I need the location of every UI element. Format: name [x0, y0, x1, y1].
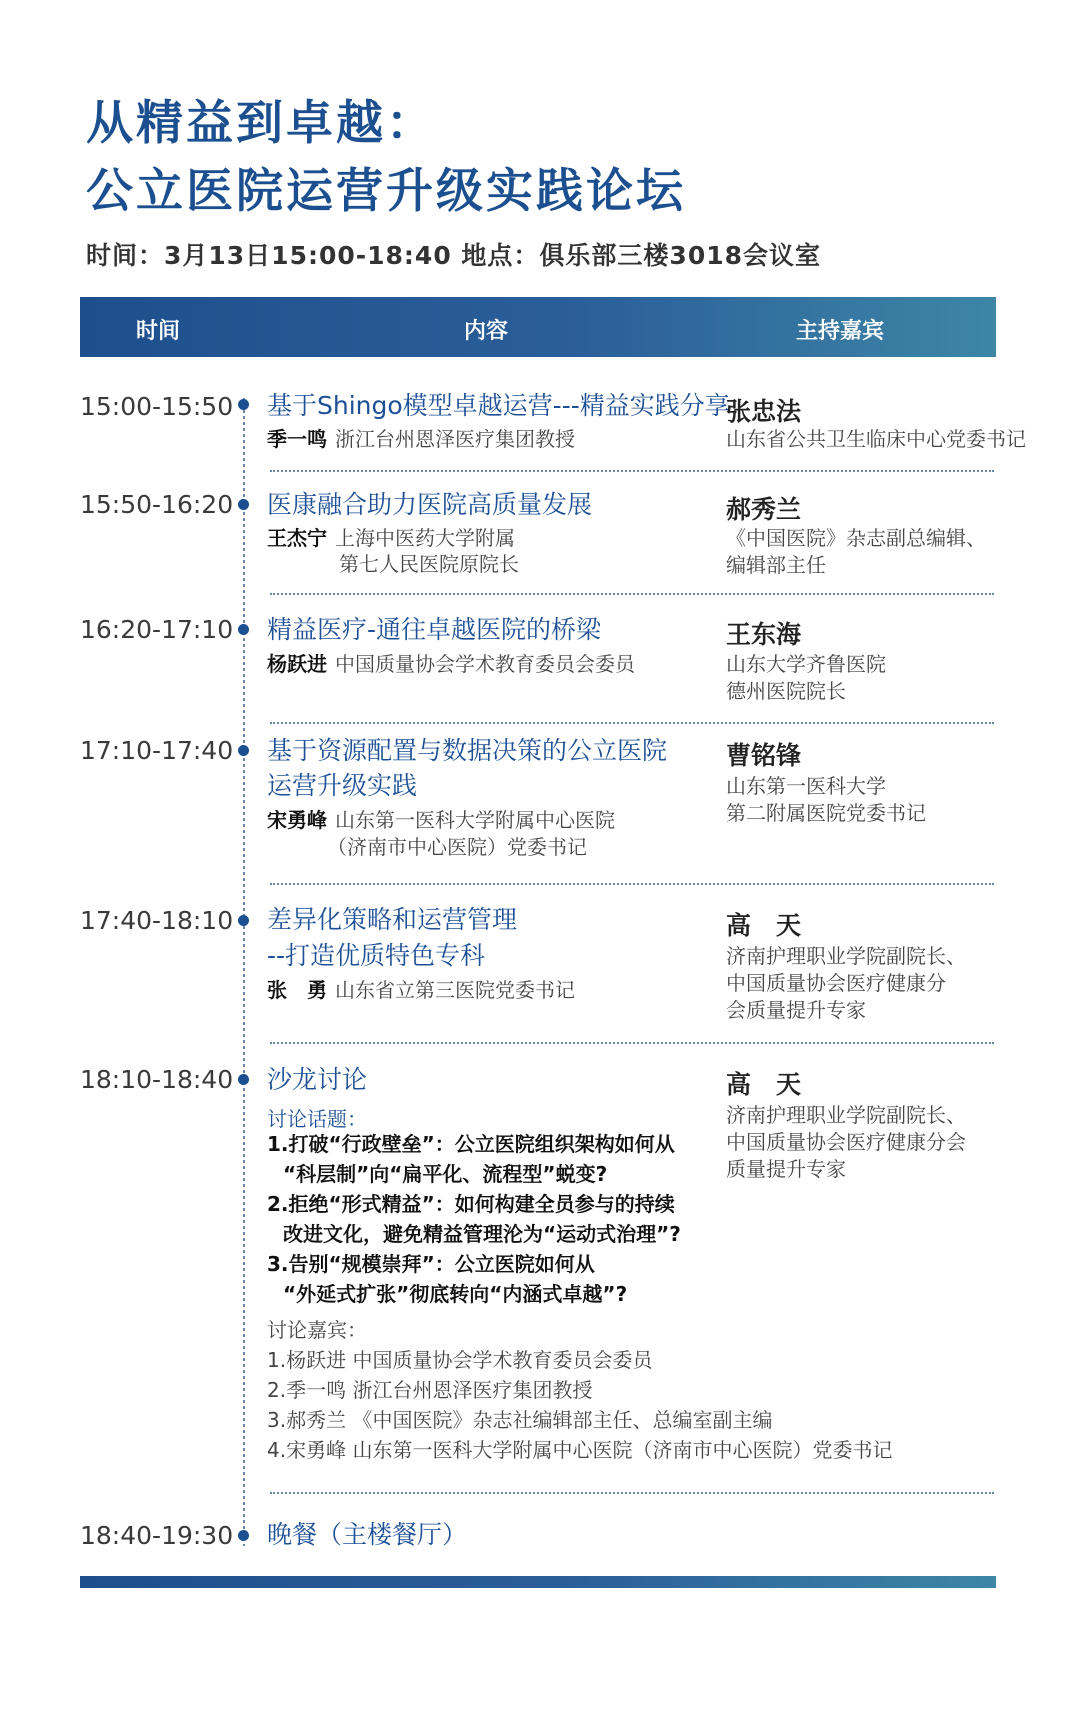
host-description: 质量提升专家	[726, 1157, 846, 1181]
discussion-question-cont: 改进文化，避免精益管理沦为“运动式治理”?	[283, 1222, 681, 1246]
host-description: 德州医院院长	[726, 679, 846, 703]
timeline-dot	[238, 915, 249, 926]
speaker-affiliation: 浙江台州恩泽医疗集团教授	[335, 427, 575, 451]
session-time: 18:10-18:40	[80, 1065, 234, 1094]
discussion-guest: 1.杨跃进 中国质量协会学术教育委员会委员	[267, 1348, 653, 1372]
timeline-dot	[238, 499, 249, 510]
timeline-dot	[238, 1530, 249, 1541]
timeline-dot	[238, 745, 249, 756]
host-name: 郝秀兰	[726, 495, 802, 524]
discussion-guest: 4.宋勇峰 山东第一医科大学附属中心医院（济南市中心医院）党委书记	[267, 1438, 893, 1462]
host-description: 会质量提升专家	[726, 998, 866, 1022]
timeline-dot	[238, 624, 249, 635]
timeline-dot	[238, 1074, 249, 1085]
host-name: 高 天	[726, 911, 802, 940]
session-speaker	[267, 977, 575, 1004]
session-time: 17:10-17:40	[80, 736, 234, 765]
discussion-guest: 2.季一鸣 浙江台州恩泽医疗集团教授	[267, 1378, 593, 1402]
session-speaker	[267, 426, 575, 453]
page-title-line2: 公立医院运营升级实践论坛	[86, 164, 686, 219]
session-topic-line2: 运营升级实践	[267, 771, 418, 800]
host-description: 山东第一医科大学	[726, 774, 886, 798]
discussion-topics-label: 讨论话题：	[267, 1107, 367, 1131]
page-title-line1: 从精益到卓越：	[86, 96, 436, 151]
header-content: 内容	[464, 319, 509, 344]
session-speaker	[267, 651, 635, 678]
speaker-affiliation: 中国质量协会学术教育委员会委员	[335, 652, 635, 676]
discussion-question: 2.拒绝“形式精益”：如何构建全员参与的持续	[267, 1192, 675, 1216]
discussion-question: 3.告别“规模崇拜”：公立医院如何从	[267, 1252, 595, 1276]
host-description: 第二附属医院党委书记	[726, 801, 926, 825]
session-time: 18:40-19:30	[80, 1521, 234, 1550]
host-name: 高 天	[726, 1070, 802, 1099]
host-description: 中国质量协会医疗健康分	[726, 971, 946, 995]
session-time: 17:40-18:10	[80, 906, 234, 935]
speaker-affiliation: 山东省立第三医院党委书记	[335, 978, 575, 1002]
discussion-guest: 3.郝秀兰 《中国医院》杂志社编辑部主任、总编室副主编	[267, 1408, 773, 1432]
host-description: 山东省公共卫生临床中心党委书记	[726, 427, 1026, 451]
speaker-name: 宋勇峰	[267, 808, 327, 832]
header-host: 主持嘉宾	[796, 319, 885, 344]
session-time: 15:00-15:50	[80, 392, 234, 421]
discussion-question-cont: “科层制”向“扁平化、流程型”蜕变?	[283, 1162, 608, 1186]
row-separator	[270, 1492, 994, 1494]
speaker-affiliation: 山东第一医科大学附属中心医院	[335, 808, 615, 832]
speaker-affiliation-line2: 第七人民医院原院长	[339, 552, 519, 576]
row-separator	[270, 1042, 994, 1044]
host-description: 山东大学齐鲁医院	[726, 652, 886, 676]
session-topic: 沙龙讨论	[267, 1065, 368, 1094]
speaker-name: 杨跃进	[267, 652, 327, 676]
host-name: 王东海	[726, 620, 802, 649]
footer-bar	[80, 1576, 996, 1588]
row-separator	[270, 722, 994, 724]
host-description: 《中国医院》杂志副总编辑、	[726, 526, 986, 550]
host-name: 张忠法	[726, 397, 802, 426]
speaker-name: 张 勇	[267, 978, 327, 1002]
session-topic: 基于Shingo模型卓越运营---精益实践分享	[267, 391, 730, 420]
speaker-name: 王杰宁	[267, 526, 327, 550]
host-description: 中国质量协会医疗健康分会	[726, 1130, 966, 1154]
session-speaker	[267, 807, 615, 834]
session-time: 15:50-16:20	[80, 490, 234, 519]
discussion-question: 1.打破“行政壁垒”：公立医院组织架构如何从	[267, 1132, 675, 1156]
schedule-header	[80, 297, 996, 357]
host-description: 济南护理职业学院副院长、	[726, 1103, 966, 1127]
speaker-name: 季一鸣	[267, 427, 327, 451]
discussion-question-cont: “外延式扩张”彻底转向“内涵式卓越”?	[283, 1282, 628, 1306]
host-description: 济南护理职业学院副院长、	[726, 944, 966, 968]
session-time: 16:20-17:10	[80, 615, 234, 644]
session-topic: 医康融合助力医院高质量发展	[267, 490, 593, 519]
session-speaker	[267, 525, 515, 552]
session-topic: 基于资源配置与数据决策的公立医院	[267, 736, 668, 765]
session-topic: 差异化策略和运营管理	[267, 905, 518, 934]
session-topic: 精益医疗-通往卓越医院的桥梁	[267, 615, 602, 644]
row-separator	[270, 883, 994, 885]
timeline-line	[243, 398, 245, 1546]
event-time-location: 时间：3月13日15:00-18:40 地点：俱乐部三楼3018会议室	[86, 241, 822, 270]
row-separator	[270, 593, 994, 595]
header-time: 时间	[136, 319, 181, 344]
speaker-affiliation: 上海中医药大学附属	[335, 526, 515, 550]
row-separator	[270, 470, 994, 472]
speaker-affiliation-line2: （济南市中心医院）党委书记	[327, 835, 587, 859]
session-topic-line2: --打造优质特色专科	[267, 941, 486, 970]
discussion-guests-label: 讨论嘉宾：	[267, 1318, 367, 1342]
timeline-dot	[238, 399, 249, 410]
host-name: 曹铭锋	[726, 741, 802, 770]
host-description: 编辑部主任	[726, 553, 826, 577]
session-topic: 晚餐（主楼餐厅）	[267, 1520, 468, 1549]
